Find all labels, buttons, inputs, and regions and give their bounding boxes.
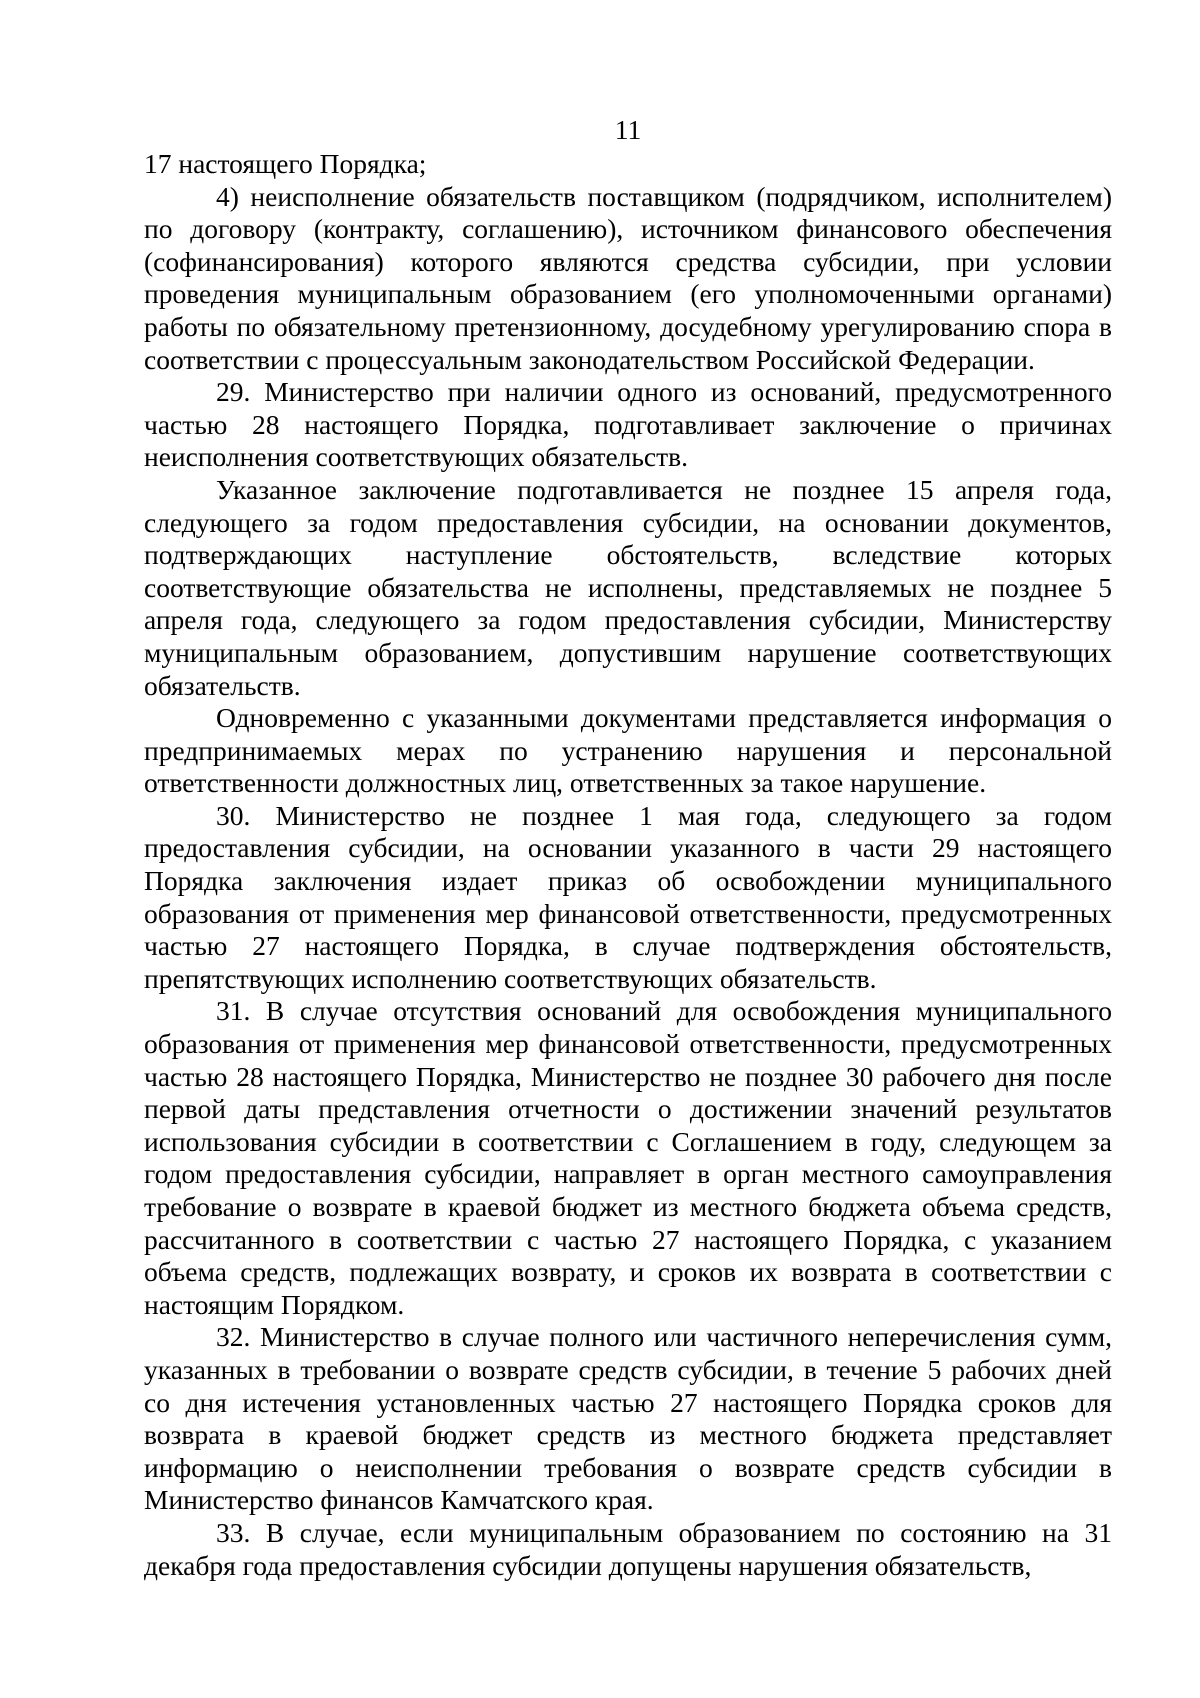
paragraph-32: 32. Министерство в случае полного или частичного неперечисления сумм, указанных в требовании о возврате средств субсидии, в течение 5 рабочих дней со дня истечения установленных частью 27 настоящего Порядка сроков для возврата в краевой бюджет средств из местного бюджета представляет информацию о неисполнении требования о возврате средств субсидии в Министерство финансов Камчатского края. [144,1321,1112,1516]
paragraph-item-4: 4) неисполнение обязательств поставщиком (подрядчиком, исполнителем) по договору (контракту, соглашению), источником финансового обеспечения (софинансирования) которого являются средства субсидии, при условии проведения муниципальным образованием (его уполномоченными органами) работы по обязательному претензионному, досудебному урегулированию спора в соответствии с процессуальным законодательством Российской Федерации. [144,180,1112,375]
paragraph-33: 33. В случае, если муниципальным образованием по состоянию на 31 декабря года предоставления субсидии допущены нарушения обязательств, [144,1516,1112,1581]
paragraph-continuation: 17 настоящего Порядка; [144,148,427,179]
paragraph-29-information: Одновременно с указанными документами представляется информация о предпринимаемых мерах по устранению нарушения и персональной ответственности должностных лиц, ответственных за такое нарушение. [144,702,1112,799]
document-body [144,148,1112,1582]
paragraph-29-conclusion: Указанное заключение подготавливается не позднее 15 апреля года, следующего за годом предоставления субсидии, на основании документов, подтверждающих наступление обстоятельств, вследствие которых соответствующие обязательства не исполнены, представляемых не позднее 5 апреля года, следующего за годом предоставления субсидии, Министерству муниципальным образованием, допустившим нарушение соответствующих обязательств. [144,473,1112,701]
page-number: 11 [614,114,642,145]
paragraph-29: 29. Министерство при наличии одного из оснований, предусмотренного частью 28 настоящего Порядка, подготавливает заключение о причинах неисполнения соответствующих обязательств. [144,376,1112,473]
paragraph-30: 30. Министерство не позднее 1 мая года, следующего за годом предоставления субсидии, на основании указанного в части 29 настоящего Порядка заключения издает приказ об освобождении муниципального образования от применения мер финансовой ответственности, предусмотренных частью 27 настоящего Порядка, в случае подтверждения обстоятельств, препятствующих исполнению соответствующих обязательств. [144,799,1112,994]
paragraph-31: 31. В случае отсутствия оснований для освобождения муниципального образования от применения мер финансовой ответственности, предусмотренных частью 28 настоящего Порядка, Министерство не позднее 30 рабочего дня после первой даты представления отчетности о достижении значений результатов использования субсидии в соответствии с Соглашением в году, следующем за годом предоставления субсидии, направляет в орган местного самоуправления требование о возврате в краевой бюджет из местного бюджета объема средств, рассчитанного в соответствии с частью 27 настоящего Порядка, с указанием объема средств, подлежащих возврату, и сроков их возврата в соответствии с настоящим Порядком. [144,995,1112,1320]
